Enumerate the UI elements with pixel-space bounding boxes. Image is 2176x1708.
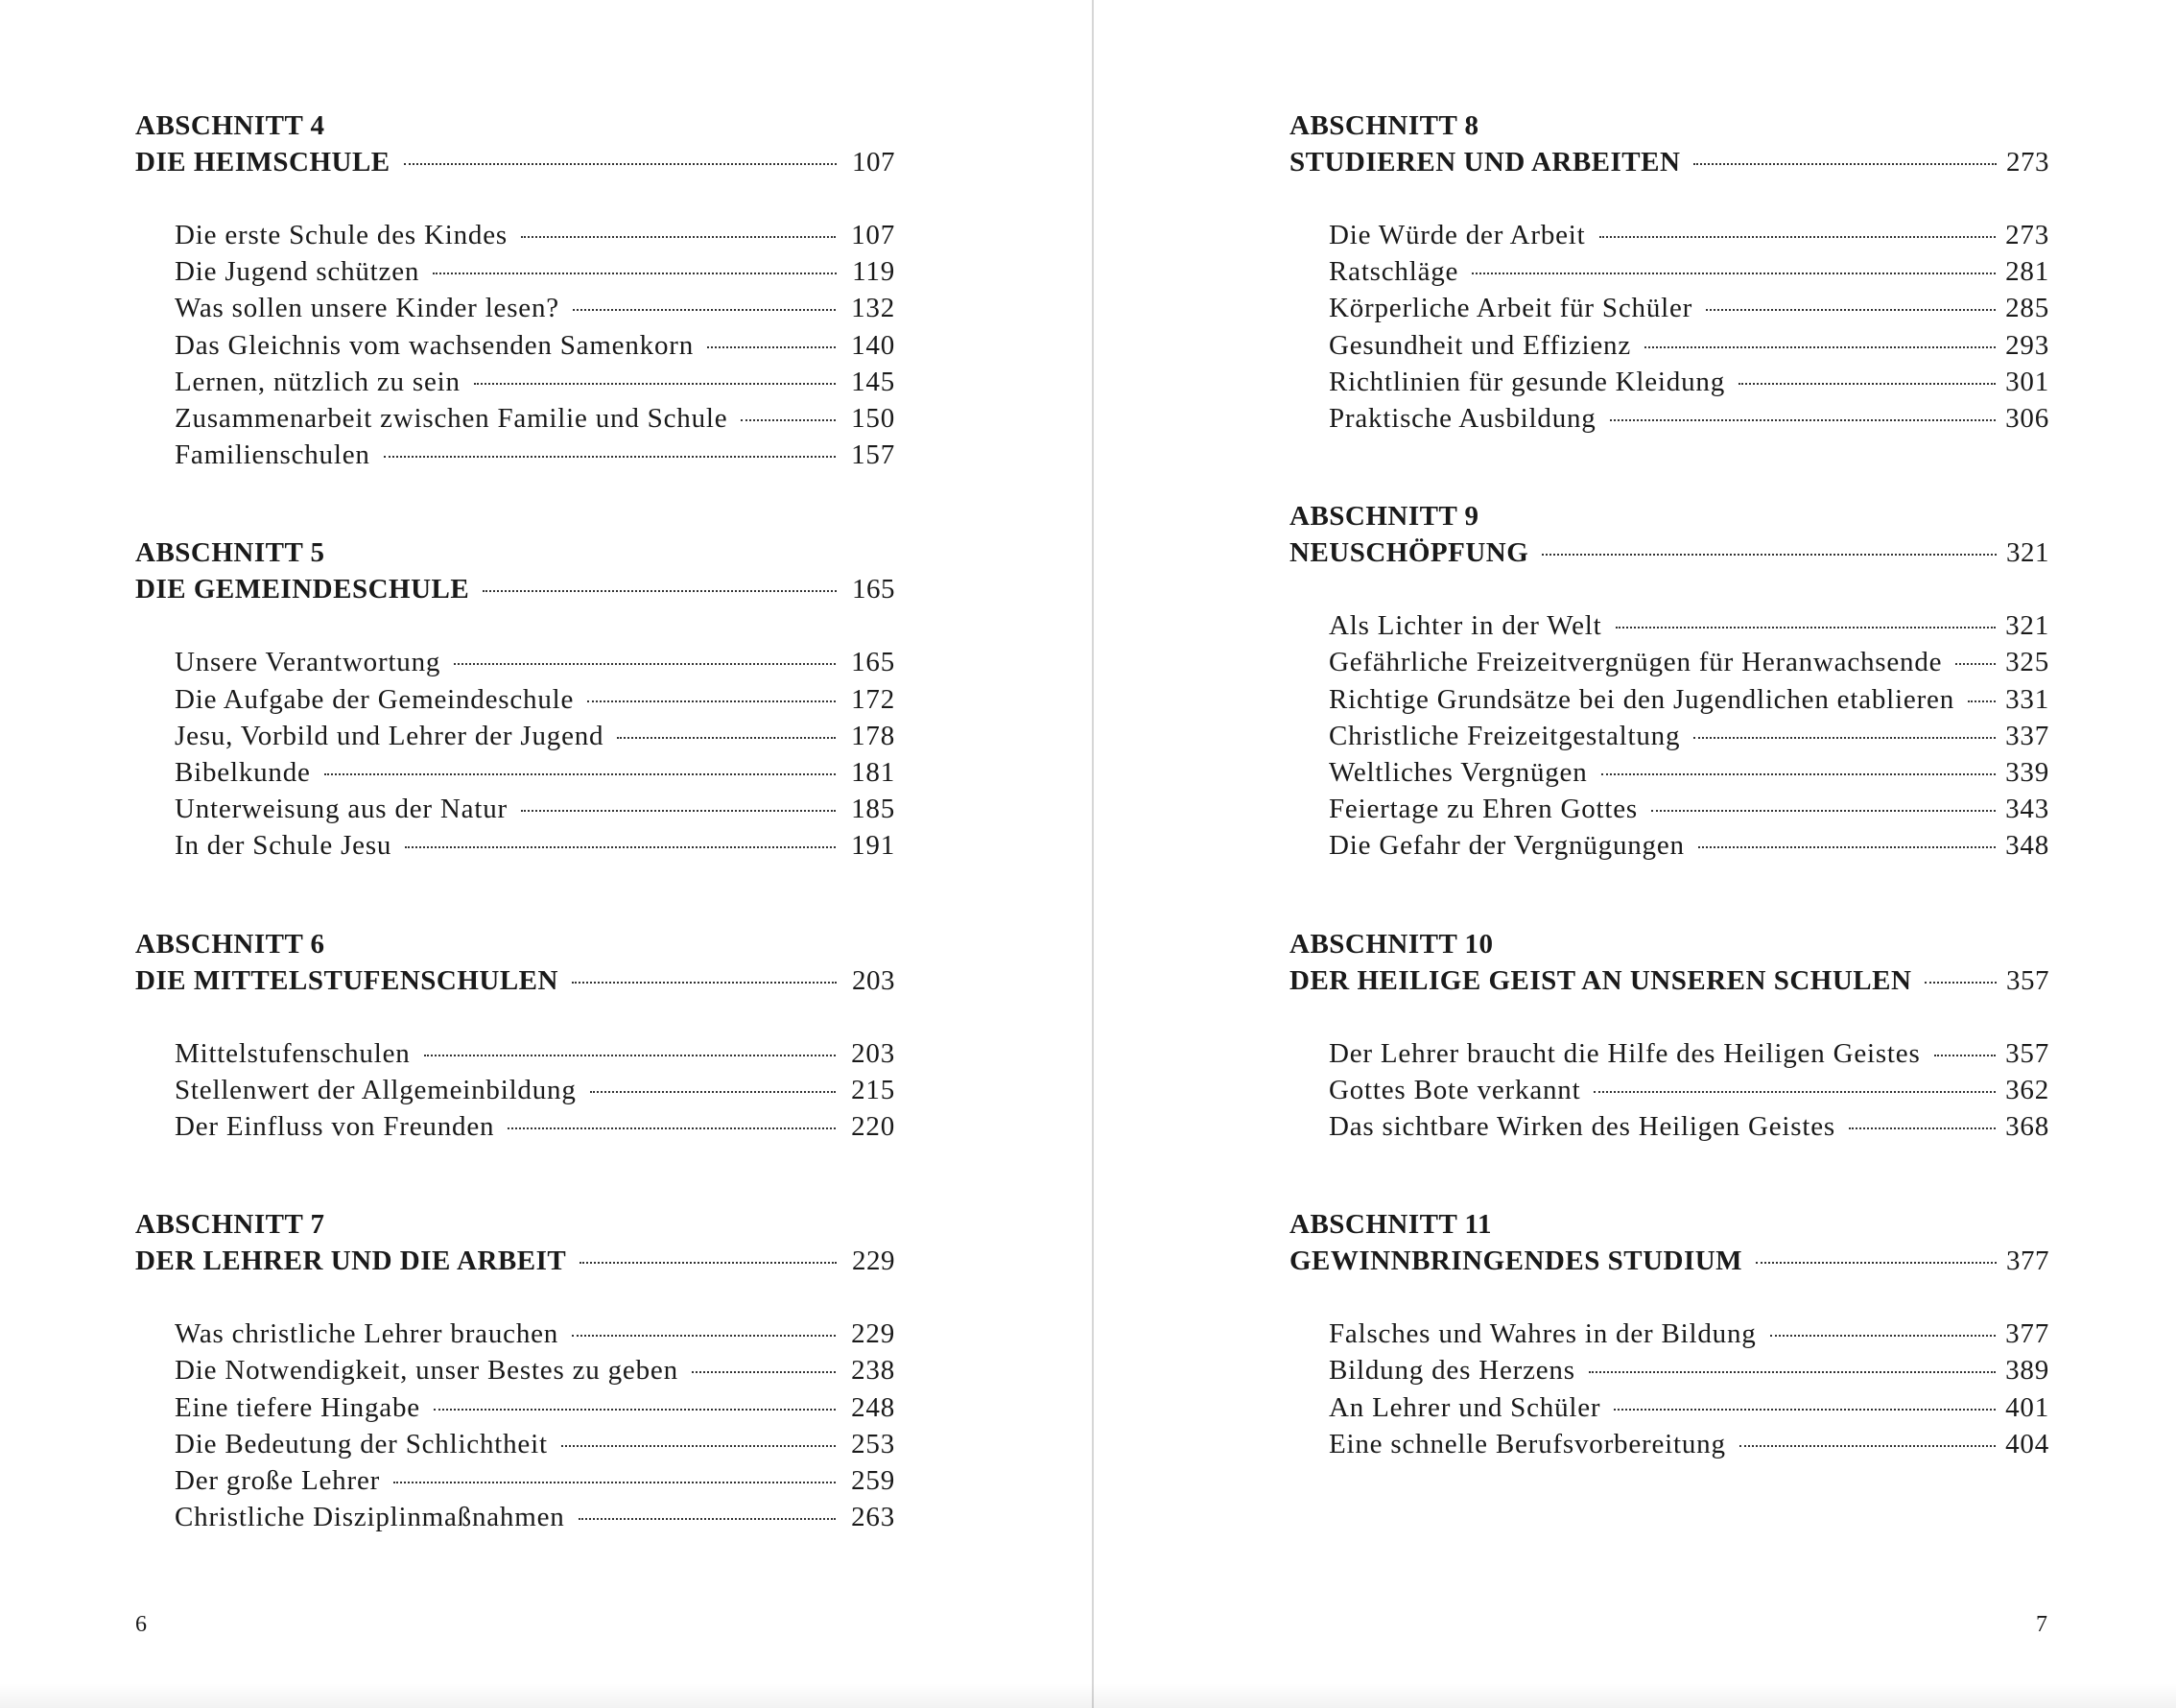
page-ref: 253 (851, 1428, 895, 1459)
entry-title: Als Lichter in der Welt (1329, 610, 1602, 642)
entry-title: Was sollen unsere Kinder lesen? (175, 293, 559, 324)
page-ref: 172 (851, 683, 895, 715)
entry-title: Praktische Ausbildung (1329, 403, 1597, 435)
page-ref: 140 (851, 329, 895, 361)
toc-entry[interactable] (175, 364, 895, 400)
dot-leader (1706, 309, 1996, 311)
section-title: DER HEILIGE GEIST AN UNSEREN SCHULEN (1289, 964, 1912, 996)
page-ref: 281 (2005, 256, 2049, 288)
dot-leader (572, 1335, 836, 1337)
toc-entry[interactable] (175, 1499, 895, 1535)
page-ref: 401 (2005, 1391, 2049, 1423)
page-ref: 157 (851, 439, 895, 471)
page-ref: 389 (2005, 1355, 2049, 1387)
dot-leader (1925, 982, 1997, 984)
dot-leader (1614, 1409, 1996, 1411)
dot-leader (1644, 346, 1996, 348)
page-ref: 238 (851, 1355, 895, 1387)
page-ref: 331 (2005, 683, 2049, 715)
section-title-row[interactable] (135, 962, 895, 999)
section-title: DIE HEIMSCHULE (135, 147, 390, 178)
entry-title: Jesu, Vorbild und Lehrer der Jugend (175, 720, 604, 751)
dot-leader (1955, 663, 1996, 665)
page-ref: 348 (2005, 830, 2049, 862)
right-toc-column (1289, 107, 2049, 1524)
section-heading: ABSCHNITT 5 (135, 537, 325, 569)
toc-entry[interactable] (175, 1108, 895, 1145)
page-ref: 337 (2005, 720, 2049, 751)
entry-title: Richtige Grundsätze bei den Jugendlichen etablieren (1329, 683, 1954, 715)
toc-entry[interactable] (1329, 1352, 2049, 1388)
page-ref: 377 (2005, 1318, 2049, 1350)
dot-leader (692, 1371, 836, 1373)
dot-leader (590, 1091, 836, 1093)
entry-title: Richtlinien für gesunde Kleidung (1329, 366, 1725, 397)
dot-leader (1739, 1445, 1996, 1447)
page-ref: 165 (852, 574, 895, 605)
section-title: DIE GEMEINDESCHULE (135, 574, 470, 605)
toc-entry[interactable] (1329, 1108, 2049, 1145)
toc-entry[interactable] (1329, 827, 2049, 864)
toc-entry[interactable] (1329, 1426, 2049, 1462)
entry-title: Weltliches Vergnügen (1329, 757, 1588, 789)
dot-leader (1610, 419, 1997, 421)
entry-title: Ratschläge (1329, 256, 1459, 288)
toc-entry[interactable] (175, 1035, 895, 1072)
toc-entry[interactable] (175, 400, 895, 437)
entry-title: Christliche Disziplinmaßnahmen (175, 1502, 565, 1533)
section-title-row[interactable] (1289, 144, 2049, 180)
toc-entry[interactable] (175, 791, 895, 827)
page-ref: 343 (2005, 794, 2049, 825)
dot-leader (572, 982, 837, 984)
toc-entry[interactable] (175, 327, 895, 364)
toc-entry[interactable] (175, 1316, 895, 1352)
entry-list (135, 217, 895, 473)
entry-title: Bibelkunde (175, 757, 311, 789)
page-ref: 229 (851, 1318, 895, 1350)
page-ref: 203 (851, 1037, 895, 1069)
toc-entry[interactable] (1329, 644, 2049, 680)
dot-leader (1651, 810, 1996, 812)
toc-entry[interactable] (175, 754, 895, 791)
toc-entry[interactable] (175, 290, 895, 326)
dot-leader (617, 737, 836, 739)
dot-leader (1770, 1335, 1997, 1337)
page-ref: 357 (2005, 1037, 2049, 1069)
toc-section (135, 926, 895, 1146)
dot-leader (404, 163, 837, 165)
dot-leader (579, 1262, 837, 1264)
toc-section (1289, 498, 2049, 864)
toc-entry[interactable] (175, 253, 895, 290)
toc-section (1289, 107, 2049, 437)
section-title-row[interactable] (135, 571, 895, 607)
entry-title: Unterweisung aus der Natur (175, 794, 508, 825)
dot-leader (1738, 383, 1996, 385)
toc-entry[interactable] (1329, 1035, 2049, 1072)
toc-entry[interactable] (1329, 718, 2049, 754)
toc-entry[interactable] (175, 827, 895, 864)
toc-entry[interactable] (1329, 791, 2049, 827)
section-title-row[interactable] (135, 1243, 895, 1279)
entry-list (1289, 1316, 2049, 1462)
entry-list (1289, 217, 2049, 437)
section-title: GEWINNBRINGENDES STUDIUM (1289, 1245, 1743, 1277)
entry-title: An Lehrer und Schüler (1329, 1391, 1601, 1423)
dot-leader (579, 1518, 837, 1520)
left-toc-column (135, 107, 895, 1597)
dot-leader (1756, 1262, 1997, 1264)
toc-entry[interactable] (175, 681, 895, 718)
entry-title: In der Schule Jesu (175, 830, 392, 862)
page-ref: 404 (2005, 1428, 2049, 1459)
entry-title: Das sichtbare Wirken des Heiligen Geistes (1329, 1111, 1835, 1143)
section-title: NEUSCHÖPFUNG (1289, 537, 1529, 569)
dot-leader (433, 273, 837, 274)
entry-title: Das Gleichnis vom wachsenden Samenkorn (175, 329, 695, 361)
page-ref: 306 (2005, 403, 2049, 435)
dot-leader (587, 700, 836, 702)
page-ref: 150 (851, 403, 895, 435)
dot-leader (508, 1127, 836, 1129)
dot-leader (1849, 1127, 1996, 1129)
dot-leader (1693, 737, 1996, 739)
toc-entry[interactable] (175, 1352, 895, 1388)
toc-entry[interactable] (1329, 681, 2049, 718)
toc-entry[interactable] (1329, 217, 2049, 253)
entry-title: Mittelstufenschulen (175, 1037, 411, 1069)
page-number: 6 (135, 1612, 147, 1637)
page-ref: 107 (852, 147, 895, 178)
section-heading: ABSCHNITT 10 (1289, 928, 1494, 960)
toc-entry[interactable] (1329, 607, 2049, 644)
entry-title: Die Würde der Arbeit (1329, 220, 1586, 250)
dot-leader (521, 810, 836, 812)
toc-entry[interactable] (175, 644, 895, 680)
page-ref: 321 (2006, 537, 2049, 569)
page-ref: 178 (851, 720, 895, 751)
entry-title: Gottes Bote verkannt (1329, 1074, 1581, 1105)
section-heading: ABSCHNITT 7 (135, 1209, 325, 1241)
page-ref: 293 (2005, 329, 2049, 361)
entry-title: Die Jugend schützen (175, 256, 420, 288)
toc-section (135, 534, 895, 864)
section-title-row[interactable] (135, 144, 895, 180)
toc-section (1289, 1206, 2049, 1462)
entry-title: Unsere Verantwortung (175, 647, 441, 678)
toc-entry[interactable] (1329, 1389, 2049, 1426)
dot-leader (1698, 846, 1996, 848)
dot-leader (1968, 700, 1996, 702)
entry-list (135, 1316, 895, 1535)
entry-title: Falsches und Wahres in der Bildung (1329, 1318, 1757, 1350)
entry-title: Familienschulen (175, 439, 370, 471)
section-title-row[interactable] (1289, 1243, 2049, 1279)
entry-list (135, 1035, 895, 1146)
page-ref: 273 (2005, 220, 2049, 250)
dot-leader (434, 1409, 836, 1411)
entry-list (1289, 1035, 2049, 1146)
dot-leader (741, 419, 836, 421)
page-ref: 339 (2005, 757, 2049, 789)
section-heading: ABSCHNITT 8 (1289, 110, 1479, 141)
dot-leader (521, 236, 836, 238)
section-heading: ABSCHNITT 11 (1289, 1209, 1492, 1241)
page-ref: 263 (851, 1502, 895, 1533)
page-ref: 301 (2005, 366, 2049, 397)
page-ref: 357 (2006, 964, 2049, 996)
entry-title: Gesundheit und Effizienz (1329, 329, 1632, 361)
dot-leader (424, 1055, 837, 1056)
page-ref: 368 (2005, 1111, 2049, 1143)
entry-title: Körperliche Arbeit für Schüler (1329, 293, 1693, 324)
page-ref: 325 (2005, 647, 2049, 678)
toc-entry[interactable] (175, 718, 895, 754)
page-ref: 191 (851, 830, 895, 862)
entry-title: Der große Lehrer (175, 1465, 381, 1497)
dot-leader (324, 773, 836, 775)
dot-leader (393, 1482, 836, 1483)
toc-entry[interactable] (1329, 1316, 2049, 1352)
dot-leader (405, 846, 836, 848)
entry-title: Feiertage zu Ehren Gottes (1329, 794, 1638, 825)
page-ref: 285 (2005, 293, 2049, 324)
page-ref: 220 (851, 1111, 895, 1143)
section-title-row[interactable] (1289, 962, 2049, 999)
entry-title: Die Bedeutung der Schlichtheit (175, 1428, 548, 1459)
dot-leader (561, 1445, 836, 1447)
page-ref: 132 (851, 293, 895, 324)
dot-leader (1693, 163, 1997, 165)
page-ref: 377 (2006, 1245, 2049, 1277)
dot-leader (707, 346, 836, 348)
toc-entry[interactable] (1329, 1072, 2049, 1108)
entry-title: Die erste Schule des Kindes (175, 220, 508, 250)
toc-section (1289, 926, 2049, 1146)
entry-title: Die Notwendigkeit, unser Bestes zu geben (175, 1355, 678, 1387)
dot-leader (1594, 1091, 1996, 1093)
toc-entry[interactable] (175, 1072, 895, 1108)
dot-leader (573, 309, 836, 311)
dot-leader (1601, 773, 1997, 775)
toc-entry[interactable] (175, 1426, 895, 1462)
entry-title: Bildung des Herzens (1329, 1355, 1575, 1387)
toc-entry[interactable] (175, 437, 895, 473)
toc-entry[interactable] (175, 217, 895, 253)
dot-leader (1599, 236, 1997, 238)
page-ref: 229 (852, 1245, 895, 1277)
dot-leader (1589, 1371, 1996, 1373)
page-ref: 203 (852, 964, 895, 996)
bottom-shadow (0, 1683, 2176, 1708)
toc-entry[interactable] (1329, 253, 2049, 290)
dot-leader (1472, 273, 1996, 274)
toc-entry[interactable] (1329, 327, 2049, 364)
section-heading: ABSCHNITT 9 (1289, 501, 1479, 533)
page-ref: 321 (2005, 610, 2049, 642)
entry-title: Zusammenarbeit zwischen Familie und Schule (175, 403, 728, 435)
toc-entry[interactable] (175, 1462, 895, 1499)
entry-title: Was christliche Lehrer brauchen (175, 1318, 559, 1350)
page-ref: 259 (851, 1465, 895, 1497)
entry-title: Gefährliche Freizeitvergnügen für Heranwachsende (1329, 647, 1943, 678)
entry-title: Der Einfluss von Freunden (175, 1111, 495, 1143)
entry-title: Die Gefahr der Vergnügungen (1329, 830, 1685, 862)
section-title: DER LEHRER UND DIE ARBEIT (135, 1245, 567, 1277)
toc-entry[interactable] (1329, 290, 2049, 326)
section-heading: ABSCHNITT 6 (135, 928, 325, 960)
dot-leader (483, 590, 837, 592)
page-ref: 362 (2005, 1074, 2049, 1105)
section-title-row[interactable] (1289, 534, 2049, 571)
page-ref: 215 (851, 1074, 895, 1105)
dot-leader (1934, 1055, 1997, 1056)
entry-title: Christliche Freizeitgestaltung (1329, 720, 1681, 751)
toc-entry[interactable] (1329, 364, 2049, 400)
page-ref: 273 (2006, 147, 2049, 178)
page-ref: 119 (852, 256, 895, 288)
page-number: 7 (2036, 1612, 2047, 1637)
dot-leader (454, 663, 836, 665)
page-ref: 181 (851, 757, 895, 789)
toc-entry[interactable] (175, 1389, 895, 1426)
page-ref: 248 (851, 1391, 895, 1423)
page-ref: 145 (851, 366, 895, 397)
dot-leader (384, 456, 836, 458)
dot-leader (1542, 554, 1997, 556)
dot-leader (474, 383, 836, 385)
section-title: DIE MITTELSTUFENSCHULEN (135, 964, 558, 996)
right-page (1094, 0, 2176, 1708)
page-ref: 185 (851, 794, 895, 825)
page-ref: 165 (851, 647, 895, 678)
entry-title: Stellenwert der Allgemeinbildung (175, 1074, 577, 1105)
toc-section (135, 1206, 895, 1535)
entry-title: Eine schnelle Berufsvorbereitung (1329, 1428, 1726, 1459)
toc-entry[interactable] (1329, 400, 2049, 437)
entry-title: Eine tiefere Hingabe (175, 1391, 420, 1423)
dot-leader (1616, 627, 1997, 629)
page-ref: 107 (851, 220, 895, 250)
section-heading: ABSCHNITT 4 (135, 110, 325, 141)
toc-entry[interactable] (1329, 754, 2049, 791)
entry-list (1289, 607, 2049, 864)
entry-title: Lernen, nützlich zu sein (175, 366, 461, 397)
toc-section (135, 107, 895, 473)
entry-title: Die Aufgabe der Gemeindeschule (175, 683, 575, 715)
section-title: STUDIEREN UND ARBEITEN (1289, 147, 1681, 178)
entry-title: Der Lehrer braucht die Hilfe des Heiligen Geistes (1329, 1037, 1921, 1069)
entry-list (135, 644, 895, 864)
